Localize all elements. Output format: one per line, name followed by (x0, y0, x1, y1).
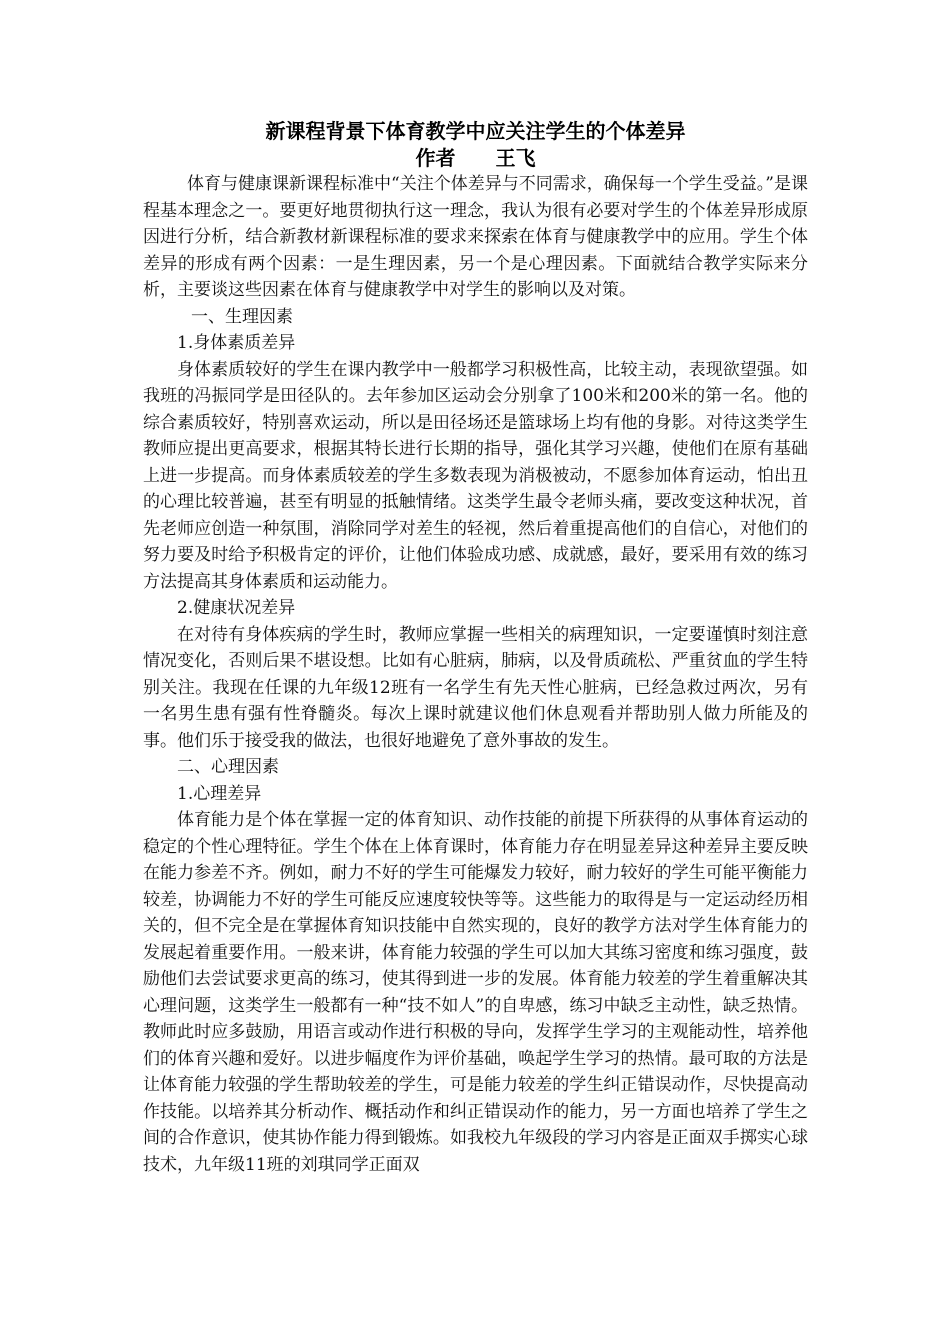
section-heading-physiological: 一、生理因素 (191, 306, 293, 327)
author-byline: 作者 王飞 (415, 146, 536, 170)
document-title: 新课程背景下体育教学中应关注学生的个体差异 (265, 119, 686, 143)
subheading-physical-fitness: 1.身体素质差异 (177, 333, 296, 353)
subheading-psychological-difference: 1.心理差异 (177, 783, 262, 804)
intro-paragraph: 体育与健康课新课程标准中“关注个体差异与不同需求，确保每一个学生受益。”是课程基本理念之一。要更好地贯彻执行这一理念，我认为很有必要对学生的个体差异形成原因进行分析，结合新教材新课程标准的要求来探索在体育与健康教学中的应用。学生个体差异的形成有两个因素：一是生理因素，另一个是心理因素。下面就结合教学实际来分析，主要谈这些因素在体育与健康教学中对学生的影响以及对策。 (143, 174, 808, 300)
document-page (143, 118, 808, 1178)
paragraph-physical-fitness: 身体素质较好的学生在课内教学中一般都学习积极性高，比较主动，表现欲望强。如我班的冯振同学是田径队的。去年参加区运动会分别拿了100米和200米的第一名。他的综合素质较好，特别喜欢运动，所以是田径场还是篮球场上均有他的身影。对待这类学生教师应提出更高要求，根据其特长进行长期的指导，强化其学习兴趣，使他们在原有基础上进一步提高。而身体素质较差的学生多数表现为消极被动，不愿参加体育运动，怕出丑的心理比较普遍，甚至有明显的抵触情绪。这类学生最令老师头痛，要改变这种状况，首先老师应创造一种氛围，消除同学对差生的轻视，然后着重提高他们的自信心，对他们的努力要及时给予积极肯定的评价，让他们体验成功感、成就感，最好，要采用有效的练习方法提高其身体素质和运动能力。 (143, 359, 808, 592)
section-heading-psychological: 二、心理因素 (177, 757, 279, 777)
paragraph-psychological-difference: 体育能力是个体在掌握一定的体育知识、动作技能的前提下所获得的从事体育运动的稳定的个性心理特征。学生个体在上体育课时，体育能力存在明显差异这种差异主要反映在能力参差不齐。例如，耐力不好的学生可能爆发力较好，耐力较好的学生可能平衡能力较差，协调能力不好的学生可能反应速度较快等等。这些能力的取得是与一定运动经历相关的，但不完全是在掌握体育知识技能中自然实现的，良好的教学方法对学生体育能力的发展起着重要作用。一般来讲，体育能力较强的学生可以加大其练习密度和练习强度，鼓励他们去尝试要求更高的练习，使其得到进一步的发展。体育能力较差的学生着重解决其心理问题，这类学生一般都有一种“技不如人”的自卑感，练习中缺乏主动性，缺乏热情。教师此时应多鼓励，用语言或动作进行积极的导向，发挥学生学习的主观能动性，培养他们的体育兴趣和爱好。以进步幅度作为评价基础，唤起学生学习的热情。最可取的方法是让体育能力较强的学生帮助较差的学生，可是能力较差的学生纠正错误动作，尽快提高动作技能。以培养其分析动作、概括动作和纠正错误动作的能力，另一方面也培养了学生之间的合作意识，使其协作能力得到锻炼。如我校九年级段的学习内容是正面双手掷实心球技术，九年级11班的刘琪同学正面双 (143, 810, 808, 1175)
subheading-health-status: 2.健康状况差异 (177, 598, 296, 618)
paragraph-health-status: 在对待有身体疾病的学生时，教师应掌握一些相关的病理知识，一定要谨慎时刻注意情况变化，否则后果不堪设想。比如有心脏病，肺病，以及骨质疏松、严重贫血的学生特别关注。我现在任课的九年级12班有一名学生有先天性心脏病，已经急救过两次，另有一名男生患有强有性脊髓炎。每次上课时就建议他们休息观看并帮助别人做力所能及的事。他们乐于接受我的做法，也很好地避免了意外事故的发生。 (143, 624, 808, 751)
